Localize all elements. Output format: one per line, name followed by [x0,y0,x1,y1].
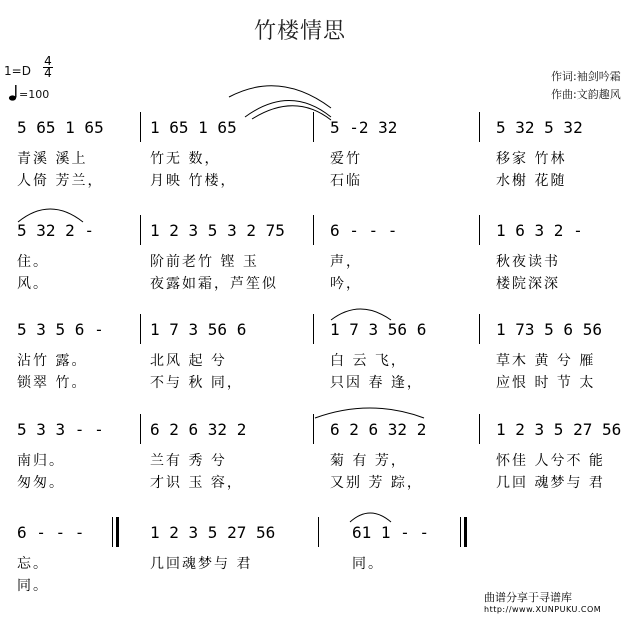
slur-arc [331,309,391,320]
lyric-verse-2: 吟， [330,276,362,292]
lyric-verse-2: 水榭 花随 [496,173,567,189]
footer-credit: 曲谱分享于寻谱库 [484,591,572,604]
measure: 5 32 2 - [17,221,95,240]
measure: 6 2 6 32 2 [330,420,427,439]
measure: 5 -2 32 [330,118,398,137]
lyric-verse-2: 楼院深深 [496,276,560,292]
lyric-verse-1: 草木 黄 兮 雁 [496,353,596,369]
tempo-marking: =100 [19,88,50,101]
measure: 1 6 3 2 - [496,221,583,240]
measure: 1 2 3 5 27 56 [150,523,276,542]
lyric-verse-1: 忘。 [17,556,49,572]
lyric-verse-1: 青溪 溪上 [17,151,88,167]
lyric-verse-2: 石临 [330,173,362,189]
lyric-verse-1: 南归。 [17,453,65,469]
measure: 5 32 5 32 [496,118,583,137]
lyric-verse-2: 应恨 时 节 太 [496,375,596,391]
key-signature: 1=D [4,64,31,78]
lyric-verse-1: 菊 有 芳， [330,453,407,469]
lyric-verse-2: 人倚 芳兰， [17,173,104,189]
measure: 6 - - - [330,221,398,240]
lyric-verse-1: 几回魂梦与 君 [150,556,253,572]
score-title: 竹楼情思 [254,19,347,44]
lyric-verse-1: 竹无 数， [150,151,221,167]
lyric-verse-2: 才识 玉 容， [150,475,243,491]
measure: 1 73 5 6 56 [496,320,602,339]
lyricist-credit: 作词:袖剑吟霜 [551,70,621,83]
lyric-verse-1: 声， [330,254,362,270]
lyric-verse-1: 白 云 飞， [330,353,407,369]
lyric-verse-1: 北风 起 兮 [150,353,227,369]
slur-arc [315,408,424,418]
measure: 5 3 5 6 - [17,320,104,339]
measure: 1 7 3 56 6 [150,320,247,339]
lyric-verse-2: 几回 魂梦与 君 [496,475,605,491]
measure: 1 65 1 65 [150,118,237,137]
measure: 1 7 3 56 6 [330,320,427,339]
time-signature-top: 4 [44,54,52,68]
lyric-verse-2: 月映 竹楼， [150,173,237,189]
lyric-verse-2: 不与 秋 同， [150,375,243,391]
lyric-verse-1: 沾竹 露。 [17,353,88,369]
lyric-verse-2: 夜露如霜，芦笙似 [150,276,278,292]
lyric-verse-1: 移家 竹林 [496,151,567,167]
measure: 5 3 3 - - [17,420,104,439]
lyric-verse-2: 又别 芳 踪， [330,475,423,491]
footer-url: http://www.XUNPUKU.COM [484,605,602,614]
measure: 61 1 - - [352,523,430,542]
measure: 5 65 1 65 [17,118,104,137]
time-signature-bottom: 4 [44,66,52,80]
lyric-verse-2: 匆匆。 [17,475,65,491]
lyric-verse-1: 同。 [352,556,384,572]
slur-arc [229,86,331,108]
slur-arc [18,209,83,222]
slur-arc [350,513,391,522]
lyric-verse-2: 只因 春 逢， [330,375,423,391]
lyric-verse-2: 同。 [17,578,49,594]
measure: 1 2 3 5 3 2 75 [150,221,285,240]
lyric-verse-2: 风。 [17,276,49,292]
lyric-verse-1: 阶前老竹 铿 玉 [150,254,259,270]
lyric-verse-2: 锁翠 竹。 [17,375,88,391]
measure: 1 2 3 5 27 56 [496,420,622,439]
measure: 6 2 6 32 2 [150,420,247,439]
lyric-verse-1: 住。 [17,254,49,270]
measure: 6 - - - [17,523,85,542]
lyric-verse-1: 秋夜读书 [496,254,560,270]
slur-arc [252,106,331,120]
composer-credit: 作曲:文韵趣风 [551,88,621,101]
lyric-verse-1: 兰有 秀 兮 [150,453,227,469]
lyric-verse-1: 怀佳 人兮不 能 [496,453,605,469]
lyric-verse-1: 爱竹 [330,151,362,167]
slur-arc [245,101,331,118]
